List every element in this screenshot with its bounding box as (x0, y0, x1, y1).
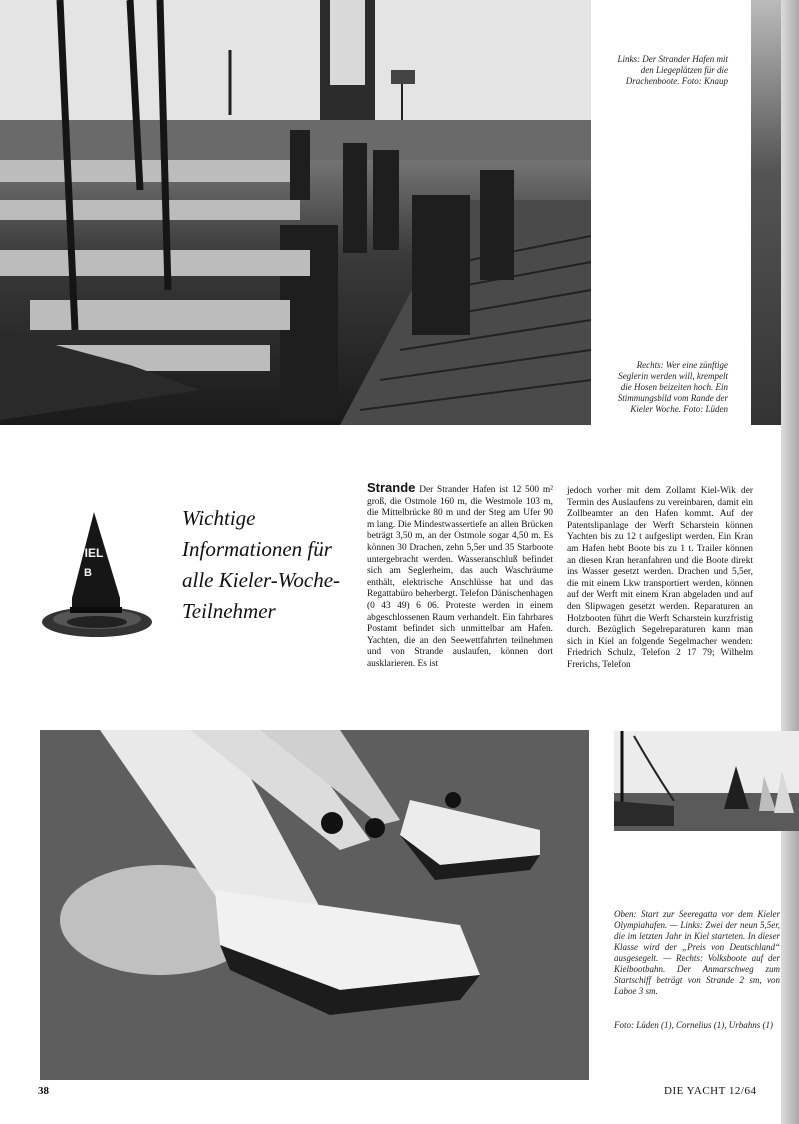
volksboote-photo-illustration (614, 731, 799, 831)
regatta-photo-illustration (40, 730, 589, 1080)
magazine-footer: DIE YACHT 12/64 (664, 1085, 757, 1097)
caption-sailor: Rechts: Wer eine zünftige Seglerin werden will, krempelt die Hosen beizeiten hoch. Ein Stimmungsbild vom Rande der Kieler Woche. Foto: Lüden (617, 360, 728, 414)
harbor-photo (0, 0, 591, 425)
buoy-label-bottom: B (84, 567, 92, 579)
buoy-label-top: IEL (84, 546, 104, 560)
article-lead: Strande (367, 480, 416, 495)
page-number: 38 (38, 1085, 49, 1097)
article-column-1 (367, 482, 553, 671)
caption-credit: Foto: Lüden (1), Cornelius (1), Urbahns (1) (614, 1020, 773, 1030)
article-heading: Wichtige Informationen für alle Kieler-Woche-Teilnehmer (182, 506, 341, 623)
buoy-illustration (40, 510, 155, 645)
article-column-2: jedoch vorher mit dem Zollamt Kiel-Wik der Termin des Auslaufens zu vereinbaren, damit ein Zollbeamter an den Hafen kommt. Auf der Patentslipanlage der Werft Scharstein können Yachten bis zu 12 t aufgeslipt werden. Ein Kran am Hafen hebt Boote bis zu 1 t. Trailer können an diesen Kran heranfahren und die Boote direkt ins Wasser gesetzt werden. Drachen und 5,5er, die mit einem Lkw transportiert werden, können auf der Werft mit einem Kran abgeladen und auf den Slipwagen gesetzt werden. Reparaturen an Holzbooten führt die Werft Scharstein kurzfristig durch. Bezüglich Segelreparaturen kann man sich in Kiel an folgende Segelmacher wenden: Friedrich Schulz, Telefon 2 17 79; Wilhelm Frerichs, Telefon (567, 486, 753, 670)
regatta-photo (40, 730, 589, 1080)
caption-harbor: Links: Der Strander Hafen mit den Liegeplätzen für die Drachenboote. Foto: Knaup (617, 54, 728, 86)
adjacent-page-edge (781, 0, 799, 1124)
caption-regatta: Oben: Start zur Seeregatta vor dem Kieler Olympiahafen. — Links: Zwei der neun 5,5er, die im letzten Jahr in Kiel starteten. In dieser Klasse wird der „Preis von Deutschland“ ausgesegelt. — Rechts: Volksboote auf der Kielbootbahn. Der Anmarschweg zum Startschiff beträgt von Strande 2 sm, von Laboe 3 sm. (614, 909, 780, 996)
sailor-photo-cropped (751, 0, 781, 425)
harbor-photo-illustration (0, 0, 591, 425)
article-column-1-text: Der Strander Hafen ist 12 500 m² groß, die Ostmole 160 m, die Westmole 103 m, die Mittelbrücke 80 m und der Steg am Ufer 90 m lang. Die Mindestwassertiefe an allen Brücken beträgt 3,50 m, an der Ostmole sogar 4,50 m. Es können 30 Drachen, zehn 5,5er und 35 Starboote untergebracht werden. Wasseranschluß befindet sich am Seglerheim, das auch Waschräume enthält, elektrische Anschlüsse hat und das Regattabüro beherbergt. Telefon Dänischenhagen (0 43 49) 6 06. Proteste werden in einem abgeschlossenen Raum verhandelt. Ein fahrbares Postamt befindet sich unmittelbar am Hafen. Yachten, die an den Seewettfahrten teilnehmen und von Strande auslaufen, können dort ausklarieren. Es ist (367, 485, 553, 669)
volksboote-photo (614, 731, 799, 831)
